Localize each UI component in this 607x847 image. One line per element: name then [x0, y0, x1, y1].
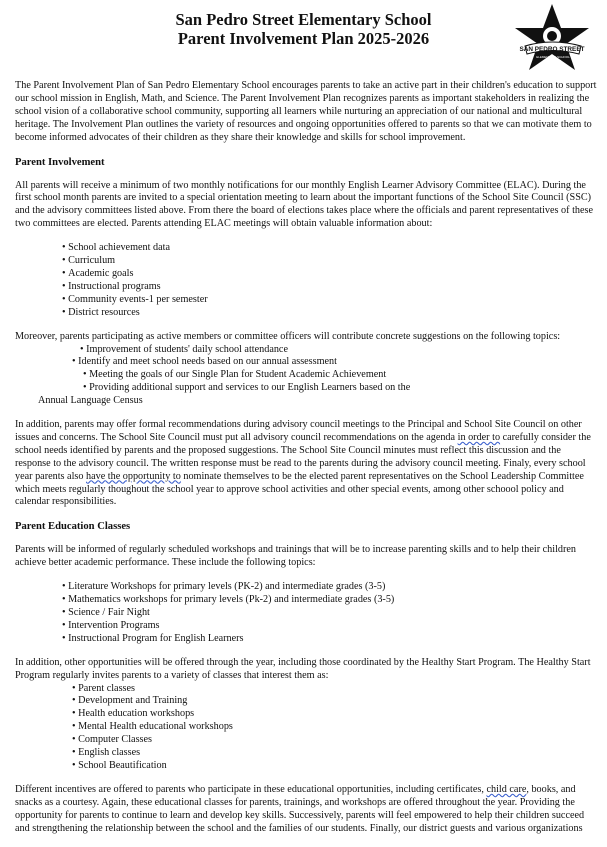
svg-text:SAN PEDRO STREET: SAN PEDRO STREET: [519, 46, 585, 53]
healthy-start-paragraph: In addition, other opportunities will be offered through the year, including those coordinated by the Healthy Start Program. The Healthy Start Program regularly invites parents to a variety of classes that interest them as:: [15, 656, 591, 681]
list-item: • School Beautification: [72, 760, 597, 773]
list-item-continuation: Annual Language Census: [38, 395, 143, 407]
list-item: • District resources: [62, 307, 597, 320]
parent-education-heading: Parent Education Classes: [15, 521, 131, 533]
list-item: • Instructional programs: [62, 281, 597, 294]
list-item: • English classes: [72, 747, 597, 760]
list-item: • Development and Training: [72, 695, 597, 708]
parent-involvement-paragraph: All parents will receive a minimum of two monthly notifications for our monthly English Learner Advisory Committee (ELAC). During the first school month parents are invited to a special orientation meeting to learn about the important functions of the School Site Council (SSC) and the advisory committees listed above. From there the board of elections takes place where the officials and parent representatives of these two committees are elected. Parents attending ELAC meetings will obtain valuable information about:: [15, 179, 594, 230]
spellcheck-underline: have the opportunity to: [86, 470, 181, 482]
topics-intro: Moreover, parents participating as active members or committee officers will contribute concrete suggestions on the following topics:: [15, 330, 561, 342]
list-item: • Improvement of students' daily school attendance: [15, 344, 597, 357]
committee-topics: [15, 331, 597, 408]
list-item: • Parent classes: [72, 683, 597, 696]
svg-text:ELEMENTARY SCHOOL: ELEMENTARY SCHOOL: [536, 55, 570, 59]
list-item: • Science / Fair Night: [62, 607, 597, 620]
list-item: • Mathematics workshops for primary levels (Pk-2) and intermediate grades (3-5): [62, 594, 597, 607]
school-title: San Pedro Street Elementary School: [175, 10, 432, 29]
list-item: • Meeting the goals of our Single Plan for Student Academic Achievement: [15, 369, 597, 382]
spellcheck-underline: child care: [486, 783, 527, 795]
list-item: • Academic goals: [62, 268, 597, 281]
list-item: • Identify and meet school needs based on our annual assessment: [15, 356, 597, 369]
parent-education-paragraph: Parents will be informed of regularly scheduled workshops and trainings that will be to increase parenting skills and to help their children achieve better academic performance. These include the following topics:: [15, 544, 577, 569]
school-logo: [511, 2, 593, 74]
spellcheck-underline: in order to: [457, 431, 501, 443]
elac-info-list: [15, 242, 597, 319]
list-item: • Curriculum: [62, 255, 597, 268]
parent-involvement-heading: Parent Involvement: [15, 156, 105, 168]
advisory-recommendations-paragraph: In addition, parents may offer formal recommendations during advisory council meetings to the Principal and School Site Council on other issues and concerns. The School Site Council must put all advisory council recommendations on the agenda in order to carefully consider the school needs identified by parents and the proposed suggestions. The School Site Council minutes must reflect this discussion and the response to the advisory council. The written response must be read to the parents during the advisory council meeting. Finaly, every school year parents also have the opportunity to nominate themselves to be the elected parent representatives on the School Leadership Committee which meets regularly thoughout the school year to approve school activities and other special events, among other schoool policy and calendar responsibilities.: [15, 419, 591, 508]
healthy-start-class-list: [15, 683, 597, 773]
plan-title: Parent Involvement Plan 2025-2026: [177, 29, 430, 48]
list-item: • Community events-1 per semester: [62, 294, 597, 307]
document-body: [15, 80, 597, 847]
incentives-paragraph: Different incentives are offered to parents who participate in these educational opportunities, including certificates, child care, books, and snacks as a courtesy. Again, these educational classes for parents, trainings, and workshops are offered throughout the year. Providing the opportunity for parents to continue to learn and develop key skills. Successively, parents will feel empowered to help their children succeed and strengthening the relationship between the school and the families of our students. Finally, our district guests and various organizations: [15, 783, 585, 834]
list-item: • Computer Classes: [72, 734, 597, 747]
list-item: • Intervention Programs: [62, 620, 597, 633]
list-item: • Providing additional support and services to our English Learners based on the: [15, 382, 597, 395]
list-item: • School achievement data: [62, 242, 597, 255]
list-item: • Mental Health educational workshops: [72, 721, 597, 734]
list-item: • Instructional Program for English Learners: [62, 633, 597, 646]
workshop-list: [15, 581, 597, 646]
list-item: • Literature Workshops for primary levels (PK-2) and intermediate grades (3-5): [62, 581, 597, 594]
intro-paragraph: The Parent Involvement Plan of San Pedro Elementary School encourages parents to take an active part in their children's education to support our school mission in English, Math, and Science. The Parent Involvement Plan recognizes parents as important stakeholders in realizing the school vision of a collaborative school community, supporting all learners while nurturing an appreciation of our national and multicultural heritage. The Involvement Plan outlines the variety of resources and ongoing opportunities offered to parents so that we can motivate them to become informed advocates of their children as they share their knowledge and skills for school improvement.: [15, 80, 597, 143]
list-item: • Health education workshops: [72, 708, 597, 721]
